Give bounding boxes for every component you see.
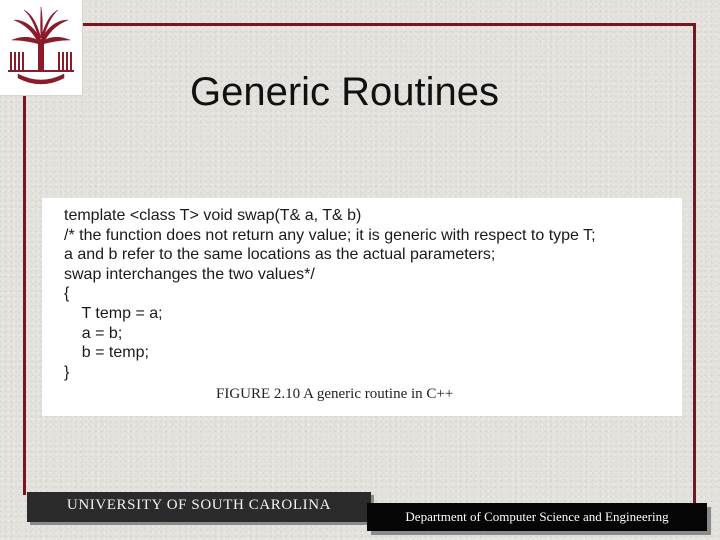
footer-university-text: UNIVERSITY OF SOUTH CAROLINA <box>66 497 332 513</box>
university-logo <box>0 0 83 96</box>
code-line: T temp = a; <box>64 304 163 322</box>
figure-caption: FIGURE 2.10 A generic routine in C++ <box>216 386 454 402</box>
code-line: b = temp; <box>64 344 149 362</box>
slide-title: Generic Routines <box>190 70 500 114</box>
code-block <box>64 206 596 382</box>
frame-left-line <box>23 95 26 495</box>
code-line: a = b; <box>64 324 123 342</box>
code-line: /* the function does not return any value; it is generic with respect to type T; <box>64 226 596 244</box>
code-line: template <class T> void swap(T& a, T& b) <box>64 207 362 224</box>
footer-university-banner <box>27 492 371 522</box>
frame-top-line <box>82 23 696 26</box>
code-line: a and b refer to the same locations as the actual parameters; <box>64 246 496 264</box>
frame-right-line <box>693 23 696 503</box>
palmetto-tree-icon <box>4 4 78 90</box>
footer-department-banner <box>367 503 707 531</box>
footer-department-text: Department of Computer Science and Engineering <box>405 509 669 524</box>
code-figure <box>42 198 682 416</box>
code-line: { <box>64 285 70 303</box>
code-line: } <box>64 363 70 381</box>
code-line: swap interchanges the two values*/ <box>64 265 315 283</box>
